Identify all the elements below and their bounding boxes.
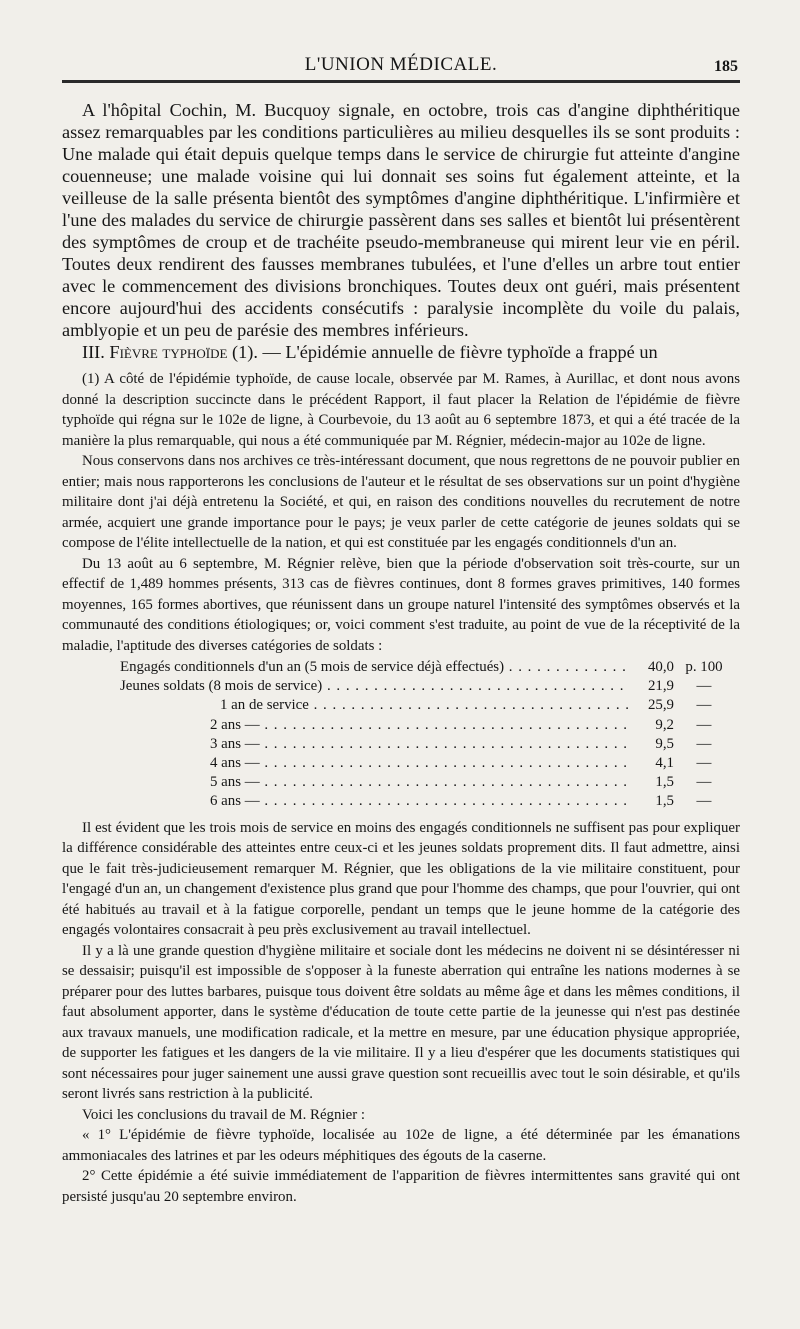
section-heading-typhoid [62,341,740,363]
row-unit: — [696,697,712,714]
running-header [62,44,740,83]
table-row [102,658,734,677]
row-value: 21,9 [647,678,674,695]
table-row [102,754,734,773]
footnote-paragraph-4: Il est évident que les trois mois de service en moins des engagés conditionnels ne suffisent pas pour expliquer la différence considérable des atteintes entre ceux-ci et les jeunes soldats proprement dits. Il faut admettre, ainsi que le fait très-judicieusement remarquer M. Régnier, que les obligations de la vie militaire constituent, pour l'engagé d'un an, un changement d'existence plus grand que pour l'homme des champs, que pour l'ouvrier, qui ont été habitués au travail et à la fatigue corporelle, pendant un temps que le jeune homme de la catégorie des engagés volontaires consacrait à peu près exclusivement au travail intellectuel. [62,819,740,939]
row-label: 3 ans — . . . [102,735,628,754]
footnote-paragraph-6: Voici les conclusions du travail de M. Régnier : [82,1106,366,1123]
footnote-p1-text: A côté de l'épidémie typhoïde, de cause locale, observée par M. Rames, à Aurillac, et dont nous avons donné la description succincte dans le précédent Rapport, il faut placer la Relation de l'épidémie de fièvre typhoïde qui régna sur le 102e de ligne, à Courbevoie, du 13 août au 6 septembre 1873, et qui a été tracée de la manière la plus remarquable, qui nous a été communiquée par M. Régnier, médecin-major au 102e de ligne. [62,371,740,449]
table-row [102,773,734,792]
table-row [102,792,734,811]
footnote [62,369,740,1207]
footnote-paragraph-5: Il y a là une grande question d'hygiène militaire et sociale dont les médecins ne doivent ni se désintéresser ni se dessaisir; puisqu'il est impossible de s'opposer à la funeste aberration qui entraîne les nations modernes à se préparer pour des luttes barbares, puisque tous doivent être soldats au même âge et dans les mêmes conditions, il faut absolument apporter, dans le système d'éducation de toute cette partie de la jeunesse qui n'est pas destinée aux travaux manuels, une modification radicale, et la mettre en mesure, par une éducation physique appropriée, de supporter les fatigues et les dangers de la vie militaire. Il y a lieu d'espérer que les documents statistiques qui sont nécessaires pour juger sainement une aussi grave question sont recueillis avec tout le soin désirable, et qu'ils seront livrés sans restriction à la publicité. [62,942,740,1103]
table-row [102,696,734,715]
row-value: 1,5 [655,774,674,791]
row-label: 6 ans — . . . [102,792,628,811]
row-unit: — [696,774,712,791]
table-row [102,735,734,754]
footnote-reference: (1). [232,342,258,362]
footnote-paragraph-1 [62,369,740,451]
paragraph-cochin: A l'hôpital Cochin, M. Bucquoy signale, en octobre, trois cas d'angine diphthéritique assez remarquables par les conditions particulières au milieu desquelles ils se sont produits : Une malade qui était depuis quelque temps dans le service de chirurgie fut atteinte d'angine couenneuse; une malade voisine qui lui donnait ses soins fut également atteinte, et la veilleuse de la salle présenta bientôt des symptômes d'angine diphthéritique. L'infirmière et l'une des malades du service de chirurgie passèrent dans ses salles et bientôt lui présentèrent des symptômes de croup et de trachéite pseudo-membraneuse qui mirent leur vie en péril. Toutes deux rendirent des fausses membranes tubulées, et l'une d'elles un arbre tout entier avec le commencement des divisions bronchiques. Toutes deux ont guéri, mais présentent encore aujourd'hui des accidents consécutifs : paralysie incomplète du voile du palais, amblyopie et un peu de parésie des membres inférieurs. [62,100,740,340]
row-value: 25,9 [647,697,674,714]
attack-rate-table [102,658,740,812]
row-value: 1,5 [655,793,674,810]
row-label: 5 ans — . . . [102,773,628,792]
row-value: 4,1 [655,755,674,772]
row-unit: — [696,793,712,810]
journal-title: L'UNION MÉDICALE. [304,54,498,75]
row-value: 40,0 [647,659,674,675]
conclusion-2: 2° Cette épidémie a été suivie immédiatement de l'apparition de fièvres intermittentes sans gravité qui ont persisté jusqu'au 20 septembre environ. [62,1168,740,1205]
row-value: 9,5 [655,735,674,752]
row-label: 1 an de service . . . [102,696,628,715]
row-value: 9,2 [655,716,674,733]
row-unit: — [696,716,712,733]
section-text: — L'épidémie annuelle de fièvre typhoïde a frappé un [262,342,658,362]
row-label: Engagés conditionnels d'un an (5 mois de service déjà effectués) . . . [102,658,628,677]
footnote-paragraph-2: Nous conservons dans nos archives ce très-intéressant document, que nous regrettons de ne pouvoir publier en entier; mais nous rapporterons les conclusions de l'auteur et le résultat de ses observations sur un point d'hygiène militaire dont j'ai déjà entretenu la Société, et qui, en raison des conditions nouvelles du recrutement de notre armée, acquiert une grande importance pour le pays; je veux parler de cette catégorie de jeunes soldats qui se compose de l'élite intellectuelle de la nation, et qui est constituée par les engagés conditionnels d'un an. [62,453,740,551]
row-label: 2 ans — . . . [102,716,628,735]
footnote-marker: (1) [82,371,100,387]
row-unit: — [696,755,712,772]
page-number: 185 [714,58,738,75]
row-label: 4 ans — . . . [102,754,628,773]
table-row [102,677,734,696]
table-row [102,716,734,735]
row-unit: — [696,678,712,695]
conclusion-1: « 1° L'épidémie de fièvre typhoïde, localisée au 102e de ligne, a été déterminée par les émanations ammoniacales des latrines et par les odeurs méphitiques des égouts de la caserne. [62,1127,740,1164]
section-title: Fièvre typhoïde [109,342,228,362]
main-text [62,99,740,363]
row-unit: p. 100 [685,659,723,675]
row-unit: — [696,735,712,752]
section-number: III. [82,342,105,362]
row-label: Jeunes soldats (8 mois de service) . . . [102,677,628,696]
footnote-paragraph-3: Du 13 août au 6 septembre, M. Régnier relève, bien que la période d'observation soit très-courte, sur un effectif de 1,489 hommes présents, 313 cas de fièvres continues, dont 8 formes graves primitives, 140 formes moyennes, 165 formes abortives, que réunissent dans un groupe naturel l'intensité des symptômes observés et la communauté des conditions étiologiques; or, voici comment s'est traduite, au point de vue de la réceptivité de la maladie, l'aptitude des diverses catégories de soldats : [62,555,740,654]
